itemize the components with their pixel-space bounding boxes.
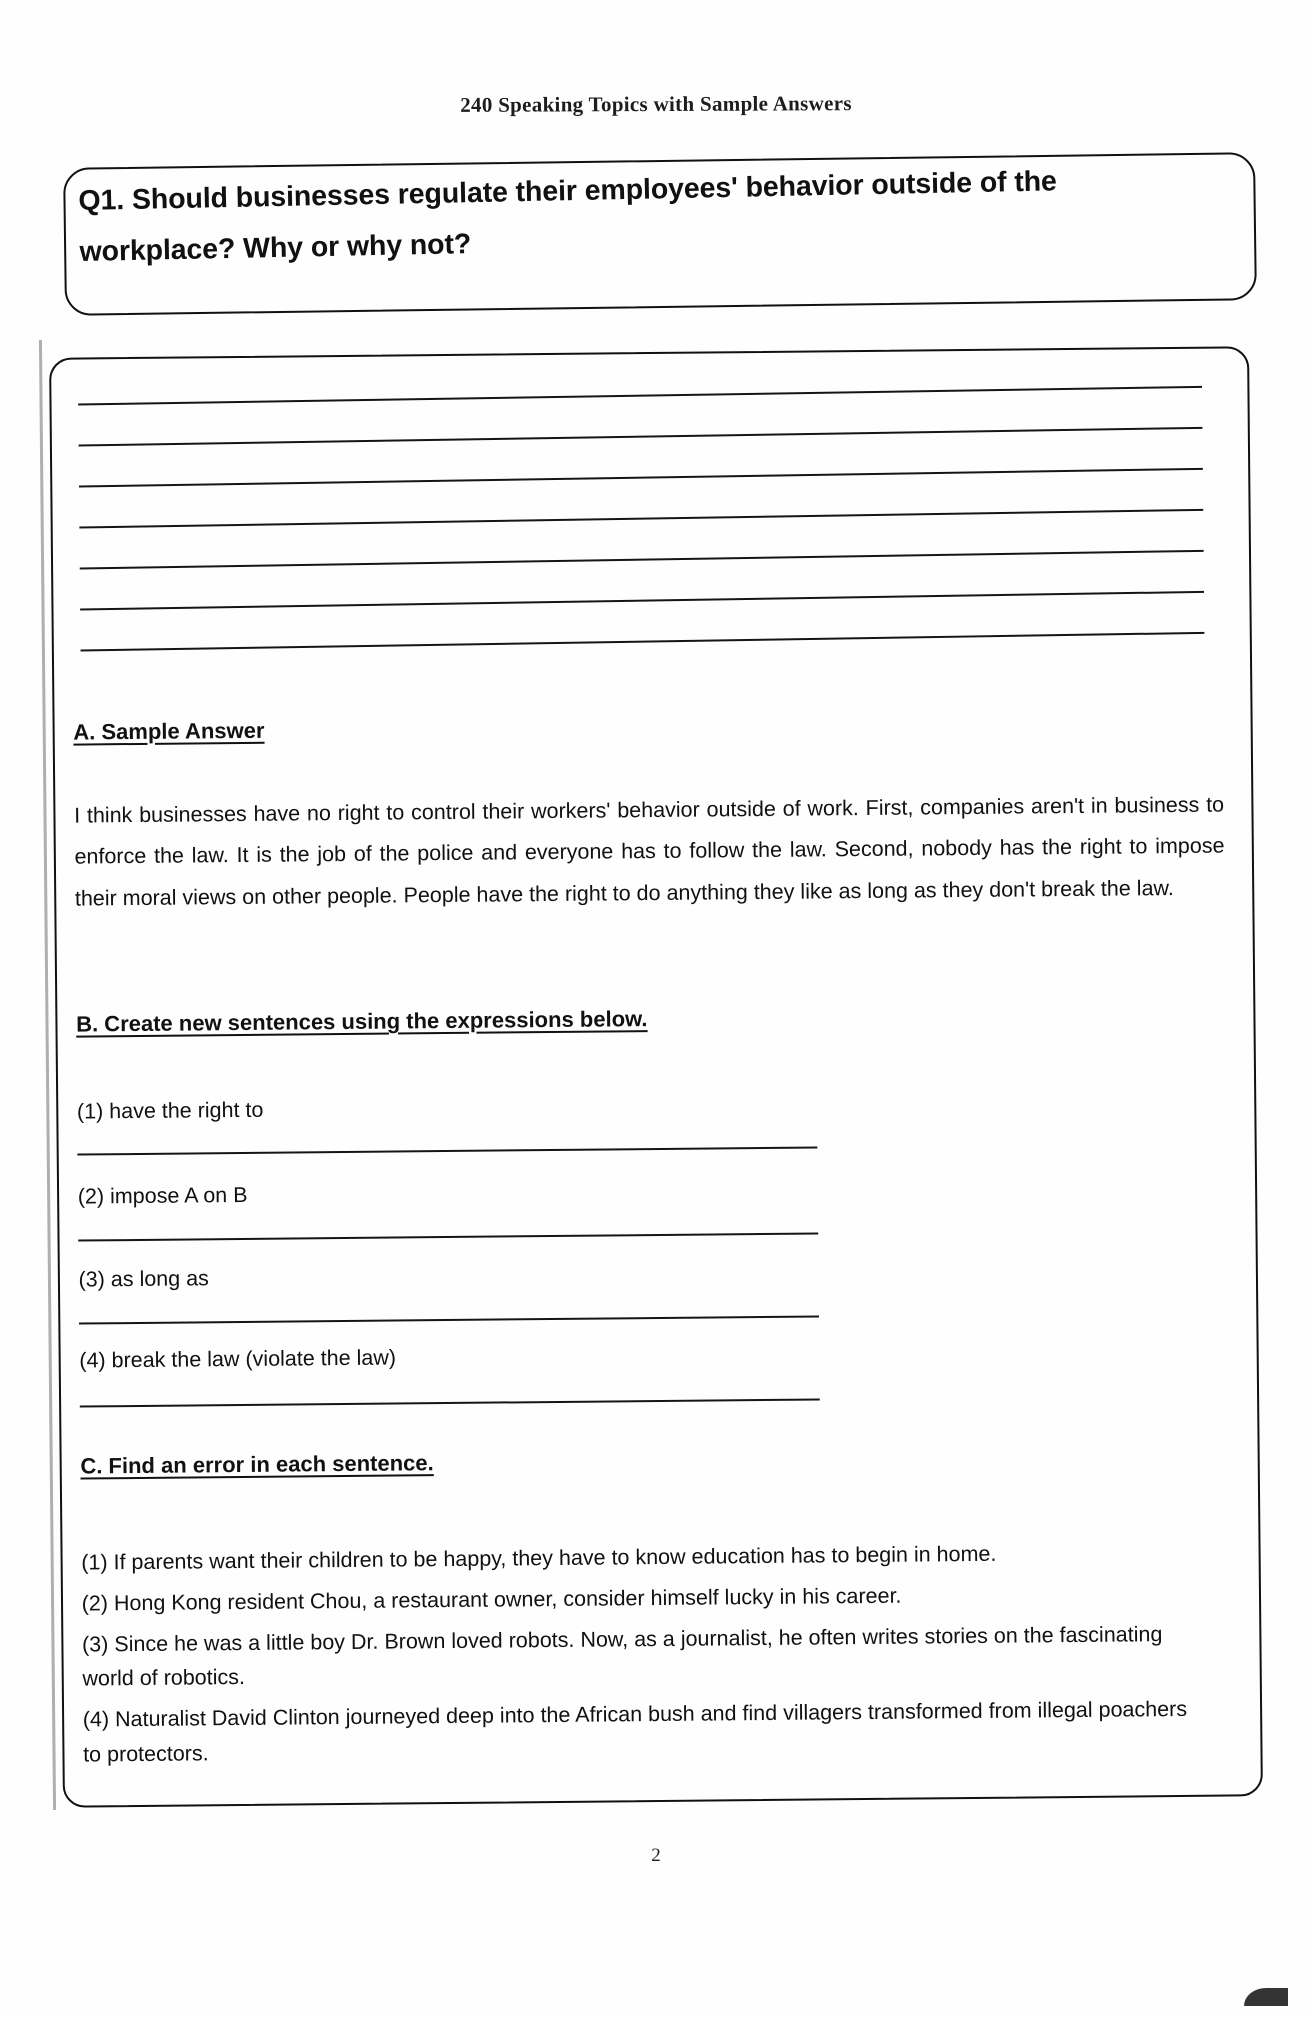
error-sentence-list [81,1535,1203,1779]
expression-item-3: (3) as long as [78,1266,209,1292]
blank-writing-lines [0,0,1302,6]
running-head: 240 Speaking Topics with Sample Answers [460,91,852,117]
expression-item-1: (1) have the right to [76,1097,264,1124]
error-item-2: (2) Hong Kong resident Chou, a restaurant owner, consider himself lucky in his career. [81,1583,902,1616]
blank-writing-line[interactable] [81,632,1205,652]
error-item-3: (3) Since he was a little boy Dr. Brown loved robots. Now, as a journalist, he often writes stories on the fascinating world of robotics. [81,1621,1163,1692]
expression-item-2: (2) impose A on B [77,1182,248,1209]
page-number: 2 [651,1845,661,1866]
section-a-heading: A. Sample Answer [73,717,265,745]
expression-answer-line-2[interactable] [78,1232,818,1241]
section-b-heading: B. Create new sentences using the expressions below. [76,1006,648,1037]
question-prompt: Q1. Should businesses regulate their employees' behavior outside of the workplace? Why or why not? [78,165,1058,268]
expression-answer-line-3[interactable] [79,1315,819,1324]
blank-writing-line[interactable] [80,591,1204,611]
blank-writing-line[interactable] [79,427,1203,447]
expression-item-4: (4) break the law (violate the law) [79,1345,397,1373]
blank-writing-line[interactable] [78,386,1202,406]
error-item-1: (1) If parents want their children to be happy, they have to know education has to begin in home. [81,1541,997,1575]
error-item-4: (4) Naturalist David Clinton journeyed deep into the African bush and find villagers transformed from illegal poachers to protectors. [82,1697,1188,1767]
section-c-heading: C. Find an error in each sentence. [80,1450,434,1479]
blank-writing-line[interactable] [79,468,1203,488]
blank-writing-line[interactable] [79,509,1203,529]
expression-answer-line-1[interactable] [77,1146,817,1155]
blank-writing-line[interactable] [80,550,1204,570]
expression-answer-line-4[interactable] [80,1398,820,1407]
sample-answer-text: I think businesses have no right to control their workers' behavior outside of work. First, companies aren't in business to enforce the law. It is the job of the police and everyone has to follow the law. Second, nobody has the right to impose their moral views on other people. People have the right to do anything they like as long as they don't break the law. [74,792,1225,911]
